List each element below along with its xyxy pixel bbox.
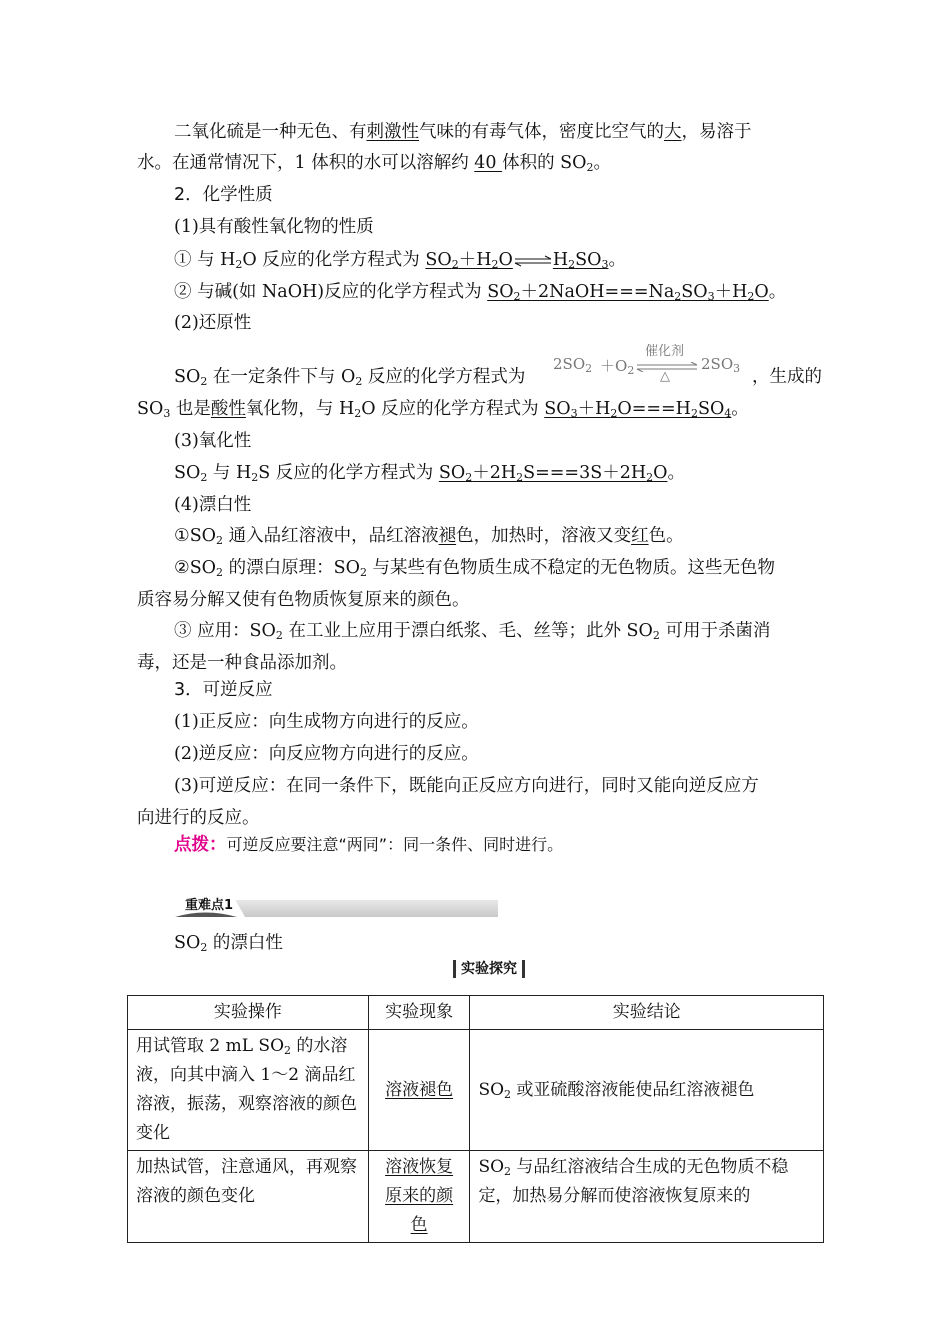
cell-phenomenon: 溶液恢复原来的颜色: [368, 1151, 470, 1243]
catalytic-equation: [553, 342, 771, 390]
bleaching-line-3: 质容易分解又使有色物质恢复原来的颜色。: [137, 590, 470, 610]
catalyst-label: 催化剂: [645, 344, 685, 359]
text: SO: [174, 463, 201, 483]
base-reaction-line: [174, 277, 854, 308]
answer-blank: 40: [474, 153, 503, 173]
text: 与 H: [207, 463, 252, 483]
text: 。: [768, 282, 787, 302]
section-heading-reversible: 3．可逆反应: [174, 680, 273, 700]
keypoint-title: [174, 928, 854, 959]
text: 体积的 SO: [502, 153, 587, 173]
oxidizing-line: [174, 458, 854, 489]
subscript: 3: [733, 362, 741, 375]
subscript: 2: [200, 375, 208, 388]
header-operation: 实验操作: [128, 996, 369, 1030]
text: SO: [174, 367, 201, 387]
text: 反应的化学方程式为: [362, 367, 526, 387]
answer-blank: 大: [664, 122, 682, 142]
experiment-badge: 实验探究: [453, 960, 525, 978]
text: ③ 应用：SO: [174, 621, 276, 641]
text: 气味的有毒气体，密度比空气的: [419, 122, 664, 142]
tip-label: 点拨：: [174, 835, 227, 855]
subscript: 2: [627, 364, 635, 377]
answer-blank: 酸性: [210, 399, 246, 419]
reversible-def-line-2: 向进行的反应。: [137, 808, 260, 828]
cell-conclusion: $SO_2$ 与品红溶液结合生成的无色物质不稳定，加热易分解而使溶液恢复原来的: [470, 1151, 824, 1243]
text: 。: [593, 153, 612, 173]
table-row: [128, 1151, 824, 1243]
bleaching-title: (4)漂白性: [174, 495, 252, 515]
text: 也是: [170, 399, 211, 419]
cell-operation: 加热试管，注意通风，再观察溶液的颜色变化: [128, 1151, 369, 1243]
equation-answer: $SO_2+2NaOH===Na_2SO_3+H_2O$: [487, 282, 769, 303]
keypoint-label: 重难点1: [185, 898, 234, 913]
text: 水。在通常情况下，1 体积的水可以溶解约: [137, 153, 475, 173]
text: ，易溶于: [681, 122, 752, 142]
answer-blank: 红: [631, 526, 649, 546]
subscript: 2: [359, 566, 367, 579]
cell-conclusion: $SO_2$ 或亚硫酸溶液能使品红溶液褪色: [470, 1030, 824, 1151]
text: 2SO: [553, 355, 586, 373]
text: ①SO: [174, 526, 217, 546]
reducing-title: (2)还原性: [174, 313, 252, 333]
text: SO: [137, 399, 164, 419]
reducing-line-2: [137, 394, 817, 425]
subscript: 2: [251, 471, 259, 484]
bleaching-line-2: [174, 553, 854, 584]
bleaching-line-1: [174, 521, 854, 552]
text: 2SO: [701, 355, 734, 373]
text: ② 与碱(如 NaOH)反应的化学方程式为: [174, 282, 488, 302]
subscript: 2: [200, 941, 208, 954]
text: 与某些有色物质生成不稳定的无色物质。这些无色物: [366, 558, 775, 578]
water-reaction-line: [174, 245, 854, 276]
oxidizing-title: (3)氧化性: [174, 431, 252, 451]
subscript: 2: [275, 629, 283, 642]
subscript: 2: [216, 566, 224, 579]
text: SO: [174, 933, 201, 953]
text: 二氧化硫是一种无色、有: [174, 122, 367, 142]
subscript: 2: [585, 362, 593, 375]
text: 的漂白性: [207, 933, 283, 953]
equation-answer: $SO_3+H_2O===H_2SO_4$: [544, 399, 732, 420]
text: ＋O: [600, 357, 628, 375]
text: 在工业上应用于漂白纸浆、毛、丝等；此外 SO: [282, 621, 653, 641]
table-row: [128, 1030, 824, 1151]
bleaching-line-4: [174, 616, 854, 647]
intro-line-1: [174, 117, 854, 148]
text: 的漂白原理：SO: [223, 558, 360, 578]
text: 。: [608, 250, 626, 270]
header-phenomenon: 实验现象: [368, 996, 470, 1030]
text: S 反应的化学方程式为: [258, 463, 439, 483]
experiment-table: [127, 995, 824, 1243]
cell-phenomenon: 溶液褪色: [368, 1030, 470, 1151]
acid-oxide-title: (1)具有酸性氧化物的性质: [174, 217, 374, 237]
text: ②SO: [174, 558, 217, 578]
text: 可用于杀菌消: [659, 621, 771, 641]
text: ① 与 H: [174, 250, 236, 270]
subscript: 2: [354, 407, 362, 420]
table-header-row: [128, 996, 824, 1030]
text: 在一定条件下与 O: [207, 367, 356, 387]
intro-line-2: [137, 148, 817, 179]
text: 氧化物，与 H: [245, 399, 355, 419]
tip-line: [174, 829, 854, 861]
bleaching-line-5: 毒，还是一种食品添加剂。: [137, 653, 347, 673]
text: O 反应的化学方程式为: [242, 250, 426, 270]
subscript: 2: [216, 534, 224, 547]
reducing-line-1-end: ，生成的: [752, 367, 822, 387]
subscript: 2: [200, 471, 208, 484]
subscript: 2: [652, 629, 660, 642]
header-conclusion: 实验结论: [470, 996, 824, 1030]
text: 色。: [648, 526, 684, 546]
reversible-arrow-icon: [513, 255, 553, 267]
subscript: 2: [355, 375, 363, 388]
cell-operation: 用试管取 2 mL $SO_2$ 的水溶液，向其中滴入 1～2 滴品红溶液，振荡，观察溶液的颜色变化: [128, 1030, 369, 1151]
subscript: 3: [163, 407, 171, 420]
equation-answer: $SO_2+H_2O$ $H_2SO_3$: [425, 250, 609, 271]
section-heading-chemical-properties: 2．化学性质: [174, 185, 273, 205]
text: 。: [667, 463, 685, 483]
tip-text: 可逆反应要注意“两同”：同一条件、同时进行。: [226, 835, 564, 854]
heat-symbol: △: [660, 369, 670, 384]
text: 色，加热时，溶液又变: [456, 526, 632, 546]
subscript: 2: [586, 161, 594, 174]
subscript: 2: [235, 258, 243, 271]
answer-blank: 刺激性: [366, 122, 419, 142]
reverse-reaction: (2)逆反应：向反应物方向进行的反应。: [174, 744, 479, 764]
equation-answer: $SO_2+2H_2S===3S+2H_2O$: [438, 463, 668, 484]
text: 通入品红溶液中，品红溶液: [223, 526, 439, 546]
text: O 反应的化学方程式为: [361, 399, 545, 419]
answer-blank: 褪: [438, 526, 457, 546]
text: 。: [731, 399, 749, 419]
forward-reaction: (1)正反应：向生成物方向进行的反应。: [174, 712, 479, 732]
reversible-def-line-1: (3)可逆反应：在同一条件下，既能向正反应方向进行，同时又能向逆反应方: [174, 776, 759, 796]
